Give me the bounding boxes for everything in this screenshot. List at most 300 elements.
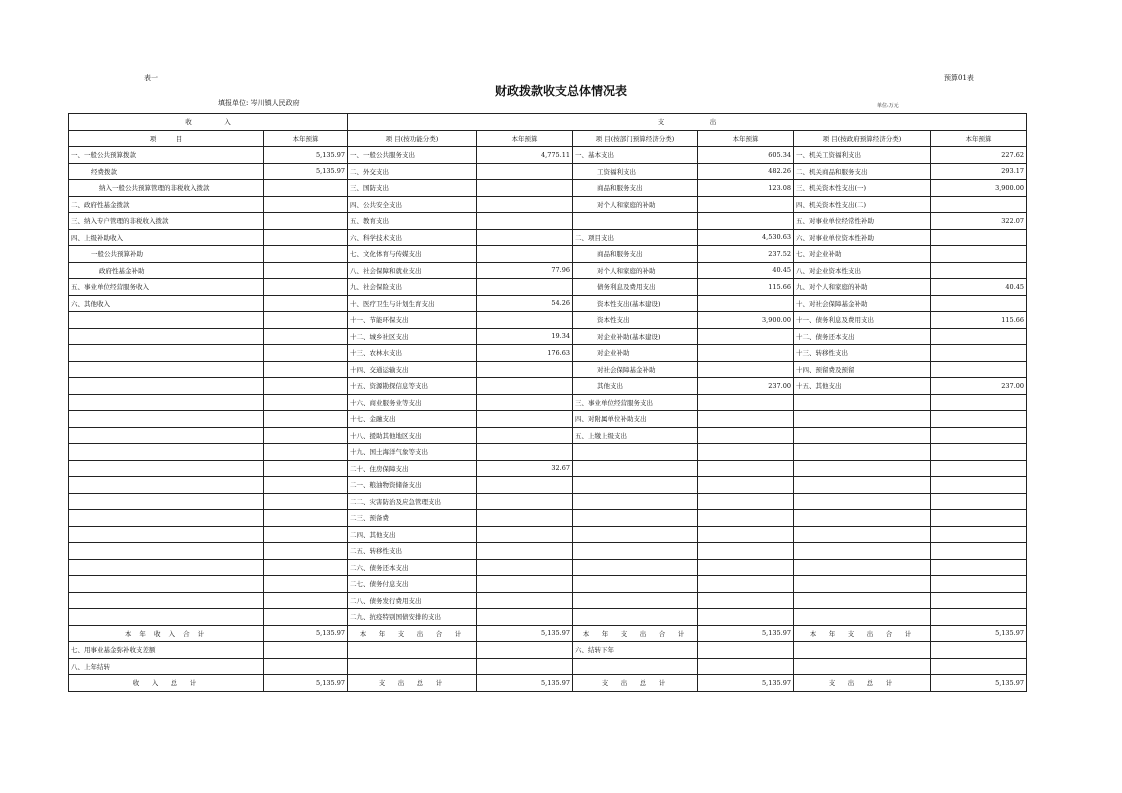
dept-econ-item (573, 493, 698, 510)
gov-econ-item (794, 510, 931, 527)
gov-econ-amount (931, 262, 1027, 279)
table-row (69, 394, 1027, 411)
income-item (69, 576, 264, 593)
function-amount (477, 246, 573, 263)
gov-econ-item (794, 658, 931, 675)
gov-econ-amount: 322.07 (931, 213, 1027, 230)
dept-econ-item-grand-total: 支 出 总 计 (573, 675, 698, 692)
income-amount (264, 592, 348, 609)
dept-econ-amount (698, 510, 794, 527)
income-item (69, 444, 264, 461)
column-header-row (69, 130, 1027, 147)
dept-econ-item (573, 543, 698, 560)
gov-econ-amount (931, 576, 1027, 593)
col-header: 本年预算 (931, 130, 1027, 147)
income-item (69, 312, 264, 329)
dept-econ-item: 四、对附属单位补助支出 (573, 411, 698, 428)
dept-econ-amount: 605.34 (698, 147, 794, 164)
gov-econ-item: 八、对企业资本性支出 (794, 262, 931, 279)
function-item: 六、科学技术支出 (348, 229, 477, 246)
gov-econ-amount (931, 295, 1027, 312)
gov-econ-amount (931, 592, 1027, 609)
function-item: 二七、债务付息支出 (348, 576, 477, 593)
dept-econ-item: 对企业补助(基本建设) (573, 328, 698, 345)
table-row (69, 378, 1027, 395)
function-amount (477, 180, 573, 197)
gov-econ-amount (931, 444, 1027, 461)
gov-econ-amount: 115.66 (931, 312, 1027, 329)
gov-econ-item: 二、机关商品和服务支出 (794, 163, 931, 180)
table-row (69, 460, 1027, 477)
gov-econ-item: 十三、转移性支出 (794, 345, 931, 362)
dept-econ-amount: 482.26 (698, 163, 794, 180)
function-item: 十八、援助其他地区支出 (348, 427, 477, 444)
dept-econ-item: 五、上缴上级支出 (573, 427, 698, 444)
income-item (69, 510, 264, 527)
table-row (69, 328, 1027, 345)
function-item (348, 658, 477, 675)
gov-econ-amount (931, 427, 1027, 444)
dept-econ-item (573, 526, 698, 543)
dept-econ-amount (698, 592, 794, 609)
gov-econ-item (794, 427, 931, 444)
income-item (69, 477, 264, 494)
gov-econ-item: 十二、债务还本支出 (794, 328, 931, 345)
function-item: 十九、国土海洋气象等支出 (348, 444, 477, 461)
gov-econ-amount: 40.45 (931, 279, 1027, 296)
form-code-label: 预算01表 (944, 74, 974, 82)
income-amount (264, 576, 348, 593)
income-item: 六、其他收入 (69, 295, 264, 312)
income-amount (264, 642, 348, 659)
function-amount: 4,775.11 (477, 147, 573, 164)
dept-econ-item (573, 609, 698, 626)
dept-econ-item: 工资福利支出 (573, 163, 698, 180)
dept-econ-item: 二、项目支出 (573, 229, 698, 246)
income-amount (264, 493, 348, 510)
dept-econ-amount (698, 411, 794, 428)
gov-econ-item: 十、对社会保障基金补助 (794, 295, 931, 312)
function-item: 十四、交通运输支出 (348, 361, 477, 378)
function-item: 二三、预备费 (348, 510, 477, 527)
gov-econ-item (794, 477, 931, 494)
gov-econ-item (794, 394, 931, 411)
function-amount (477, 163, 573, 180)
gov-econ-item-grand-total: 支 出 总 计 (794, 675, 931, 692)
table-row (69, 592, 1027, 609)
dept-econ-amount (698, 196, 794, 213)
table-row (69, 510, 1027, 527)
dept-econ-amount (698, 543, 794, 560)
function-item: 十五、资源勘探信息等支出 (348, 378, 477, 395)
reporting-unit-label: 填报单位: 岑川镇人民政府 (218, 99, 300, 107)
gov-econ-item: 五、对事业单位经常性补助 (794, 213, 931, 230)
table-row (69, 196, 1027, 213)
function-amount (477, 559, 573, 576)
table-row (69, 411, 1027, 428)
function-item: 二五、转移性支出 (348, 543, 477, 560)
subtotal-row (69, 625, 1027, 642)
income-amount (264, 510, 348, 527)
gov-econ-amount (931, 460, 1027, 477)
income-item: 四、上级补助收入 (69, 229, 264, 246)
income-amount (264, 279, 348, 296)
income-amount (264, 312, 348, 329)
table-row (69, 279, 1027, 296)
function-amount (477, 378, 573, 395)
table-row (69, 493, 1027, 510)
table-row (69, 345, 1027, 362)
table-row (69, 147, 1027, 164)
income-amount (264, 411, 348, 428)
col-header: 项 目(按部门预算经济分类) (573, 130, 698, 147)
table-row (69, 444, 1027, 461)
gov-econ-item: 一、机关工资福利支出 (794, 147, 931, 164)
dept-econ-item: 商品和服务支出 (573, 246, 698, 263)
gov-econ-amount (931, 394, 1027, 411)
expense-group-header: 支 出 (348, 114, 1027, 131)
income-item (69, 543, 264, 560)
income-amount (264, 345, 348, 362)
dept-econ-item: 一、基本支出 (573, 147, 698, 164)
income-item (69, 361, 264, 378)
col-header: 项 目(按政府预算经济分类) (794, 130, 931, 147)
income-item: 政府性基金补助 (69, 262, 264, 279)
function-amount (477, 510, 573, 527)
income-amount (264, 196, 348, 213)
gov-econ-amount (931, 345, 1027, 362)
dept-econ-amount (698, 295, 794, 312)
gov-econ-item: 九、对个人和家庭的补助 (794, 279, 931, 296)
income-item (69, 592, 264, 609)
dept-econ-item: 对个人和家庭的补助 (573, 262, 698, 279)
function-amount (477, 427, 573, 444)
income-amount (264, 213, 348, 230)
function-amount (477, 312, 573, 329)
function-item-total: 本 年 支 出 合 计 (348, 625, 477, 642)
gov-econ-amount (931, 411, 1027, 428)
gov-econ-item (794, 609, 931, 626)
dept-econ-item (573, 510, 698, 527)
income-amount-total: 5,135.97 (264, 625, 348, 642)
gov-econ-item: 十一、债务利息及费用支出 (794, 312, 931, 329)
gov-econ-amount (931, 328, 1027, 345)
function-amount (477, 196, 573, 213)
gov-econ-amount (931, 229, 1027, 246)
income-item: 二、政府性基金拨款 (69, 196, 264, 213)
function-item: 十二、城乡社区支出 (348, 328, 477, 345)
gov-econ-amount: 227.62 (931, 147, 1027, 164)
function-amount: 77.96 (477, 262, 573, 279)
gov-econ-amount (931, 609, 1027, 626)
dept-econ-amount (698, 576, 794, 593)
dept-econ-amount-grand-total: 5,135.97 (698, 675, 794, 692)
dept-econ-item (573, 592, 698, 609)
function-item: 二六、债务还本支出 (348, 559, 477, 576)
income-amount (264, 229, 348, 246)
income-amount-grand-total: 5,135.97 (264, 675, 348, 692)
income-amount (264, 609, 348, 626)
function-amount: 176.63 (477, 345, 573, 362)
dept-econ-amount (698, 394, 794, 411)
function-item: 二二、灾害防治及应急管理支出 (348, 493, 477, 510)
dept-econ-amount: 237.00 (698, 378, 794, 395)
table-row (69, 262, 1027, 279)
dept-econ-item (573, 576, 698, 593)
income-amount (264, 559, 348, 576)
dept-econ-amount (698, 427, 794, 444)
function-amount (477, 609, 573, 626)
grand-total-row (69, 675, 1027, 692)
dept-econ-item: 债务利息及费用支出 (573, 279, 698, 296)
gov-econ-item (794, 642, 931, 659)
income-amount (264, 477, 348, 494)
table-row (69, 642, 1027, 659)
function-item: 二八、债务发行费用支出 (348, 592, 477, 609)
income-item: 纳入一般公共预算管理的非税收入拨款 (69, 180, 264, 197)
gov-econ-item: 十四、预留费及预留 (794, 361, 931, 378)
dept-econ-amount (698, 477, 794, 494)
function-amount (477, 658, 573, 675)
dept-econ-amount (698, 526, 794, 543)
group-header-row (69, 114, 1027, 131)
dept-econ-amount: 3,900.00 (698, 312, 794, 329)
income-amount (264, 295, 348, 312)
dept-econ-amount (698, 559, 794, 576)
gov-econ-amount (931, 361, 1027, 378)
budget-table (68, 113, 1027, 692)
col-header: 本年预算 (264, 130, 348, 147)
income-item (69, 328, 264, 345)
table-row (69, 609, 1027, 626)
income-item (69, 559, 264, 576)
income-item: 经费拨款 (69, 163, 264, 180)
function-amount (477, 642, 573, 659)
function-item: 十一、节能环保支出 (348, 312, 477, 329)
income-item: 一般公共预算补助 (69, 246, 264, 263)
dept-econ-item (573, 658, 698, 675)
gov-econ-item (794, 460, 931, 477)
dept-econ-item: 其他支出 (573, 378, 698, 395)
gov-econ-amount (931, 543, 1027, 560)
gov-econ-amount (931, 559, 1027, 576)
income-amount (264, 526, 348, 543)
function-item-grand-total: 支 出 总 计 (348, 675, 477, 692)
col-header: 本年预算 (698, 130, 794, 147)
function-item: 二九、抗疫特别国债安排的支出 (348, 609, 477, 626)
dept-econ-amount (698, 213, 794, 230)
dept-econ-item: 资本性支出(基本建设) (573, 295, 698, 312)
function-amount: 54.26 (477, 295, 573, 312)
dept-econ-amount (698, 493, 794, 510)
dept-econ-amount (698, 444, 794, 461)
function-item: 三、国防支出 (348, 180, 477, 197)
income-item (69, 394, 264, 411)
gov-econ-item (794, 543, 931, 560)
function-item: 十六、商业服务业等支出 (348, 394, 477, 411)
table-row (69, 477, 1027, 494)
income-item (69, 427, 264, 444)
function-amount (477, 229, 573, 246)
function-amount: 32.67 (477, 460, 573, 477)
dept-econ-amount: 4,530.63 (698, 229, 794, 246)
dept-econ-item (573, 460, 698, 477)
income-item (69, 378, 264, 395)
gov-econ-amount: 293.17 (931, 163, 1027, 180)
function-amount (477, 394, 573, 411)
dept-econ-amount (698, 460, 794, 477)
dept-econ-amount (698, 345, 794, 362)
function-amount (477, 411, 573, 428)
gov-econ-item (794, 444, 931, 461)
function-amount (477, 493, 573, 510)
dept-econ-item (573, 213, 698, 230)
table-row (69, 213, 1027, 230)
dept-econ-amount: 123.08 (698, 180, 794, 197)
gov-econ-item (794, 592, 931, 609)
function-amount (477, 576, 573, 593)
gov-econ-amount-total: 5,135.97 (931, 625, 1027, 642)
function-item: 十三、农林水支出 (348, 345, 477, 362)
dept-econ-item: 六、结转下年 (573, 642, 698, 659)
dept-econ-amount (698, 361, 794, 378)
function-item: 十七、金融支出 (348, 411, 477, 428)
income-amount (264, 361, 348, 378)
table-row (69, 526, 1027, 543)
function-amount (477, 543, 573, 560)
table-row (69, 180, 1027, 197)
income-amount (264, 444, 348, 461)
function-item: 九、社会保险支出 (348, 279, 477, 296)
gov-econ-amount-grand-total: 5,135.97 (931, 675, 1027, 692)
dept-econ-item: 商品和服务支出 (573, 180, 698, 197)
table-row (69, 559, 1027, 576)
income-amount (264, 543, 348, 560)
income-amount: 5,135.97 (264, 163, 348, 180)
income-item: 三、纳入专户管理的非税收入拨款 (69, 213, 264, 230)
table-row (69, 658, 1027, 675)
function-item: 二一、粮油物资储备支出 (348, 477, 477, 494)
table-row (69, 427, 1027, 444)
function-item: 五、教育支出 (348, 213, 477, 230)
gov-econ-amount: 237.00 (931, 378, 1027, 395)
dept-econ-amount (698, 609, 794, 626)
income-item (69, 526, 264, 543)
income-item: 五、事业单位经营服务收入 (69, 279, 264, 296)
function-amount (477, 592, 573, 609)
gov-econ-amount (931, 658, 1027, 675)
col-header: 项 目 (69, 130, 264, 147)
gov-econ-item (794, 559, 931, 576)
function-amount (477, 279, 573, 296)
income-amount (264, 246, 348, 263)
income-item (69, 411, 264, 428)
table-row (69, 576, 1027, 593)
income-item (69, 493, 264, 510)
dept-econ-item-total: 本 年 支 出 合 计 (573, 625, 698, 642)
income-group-header: 收 入 (69, 114, 348, 131)
function-amount (477, 213, 573, 230)
function-item: 二、外交支出 (348, 163, 477, 180)
gov-econ-amount (931, 477, 1027, 494)
income-item: 一、一般公共预算拨款 (69, 147, 264, 164)
income-item-total: 本 年 收 入 合 计 (69, 625, 264, 642)
dept-econ-item (573, 477, 698, 494)
dept-econ-item: 资本性支出 (573, 312, 698, 329)
gov-econ-item (794, 576, 931, 593)
gov-econ-amount (931, 526, 1027, 543)
gov-econ-item: 十五、其他支出 (794, 378, 931, 395)
gov-econ-item (794, 526, 931, 543)
gov-econ-item: 三、机关资本性支出(一) (794, 180, 931, 197)
page-title: 财政拨款收支总体情况表 (494, 84, 627, 98)
income-amount (264, 262, 348, 279)
table-row (69, 246, 1027, 263)
function-item: 一、一般公共服务支出 (348, 147, 477, 164)
table-row (69, 312, 1027, 329)
dept-econ-item: 三、事业单位经营服务支出 (573, 394, 698, 411)
gov-econ-item (794, 493, 931, 510)
income-amount (264, 658, 348, 675)
gov-econ-item (794, 411, 931, 428)
table-row (69, 295, 1027, 312)
function-amount (477, 444, 573, 461)
table-number-label: 表一 (144, 74, 158, 82)
dept-econ-amount: 115.66 (698, 279, 794, 296)
dept-econ-amount (698, 328, 794, 345)
income-amount (264, 180, 348, 197)
gov-econ-amount (931, 642, 1027, 659)
function-amount (477, 477, 573, 494)
table-row (69, 163, 1027, 180)
income-amount (264, 378, 348, 395)
function-item (348, 642, 477, 659)
table-row (69, 361, 1027, 378)
gov-econ-amount (931, 493, 1027, 510)
income-amount: 5,135.97 (264, 147, 348, 164)
dept-econ-item (573, 559, 698, 576)
income-item: 七、用事业基金弥补收支差额 (69, 642, 264, 659)
gov-econ-item: 六、对事业单位资本性补助 (794, 229, 931, 246)
dept-econ-item (573, 444, 698, 461)
dept-econ-item: 对个人和家庭的补助 (573, 196, 698, 213)
function-amount-total: 5,135.97 (477, 625, 573, 642)
income-amount (264, 328, 348, 345)
income-item-grand-total: 收 入 总 计 (69, 675, 264, 692)
gov-econ-item: 四、机关资本性支出(二) (794, 196, 931, 213)
col-header: 本年预算 (477, 130, 573, 147)
function-item: 二十、住房保障支出 (348, 460, 477, 477)
function-item: 八、社会保障和就业支出 (348, 262, 477, 279)
table-row (69, 229, 1027, 246)
function-amount (477, 361, 573, 378)
money-unit-label: 单位:万元 (877, 103, 899, 109)
income-item (69, 345, 264, 362)
dept-econ-item: 对企业补助 (573, 345, 698, 362)
function-item: 二四、其他支出 (348, 526, 477, 543)
gov-econ-amount: 3,900.00 (931, 180, 1027, 197)
income-amount (264, 460, 348, 477)
dept-econ-amount (698, 658, 794, 675)
function-amount: 19.34 (477, 328, 573, 345)
income-item: 八、上年结转 (69, 658, 264, 675)
dept-econ-amount-total: 5,135.97 (698, 625, 794, 642)
col-header: 项 目(按功能分类) (348, 130, 477, 147)
dept-econ-amount: 237.52 (698, 246, 794, 263)
gov-econ-item-total: 本 年 支 出 合 计 (794, 625, 931, 642)
income-amount (264, 394, 348, 411)
function-amount (477, 526, 573, 543)
